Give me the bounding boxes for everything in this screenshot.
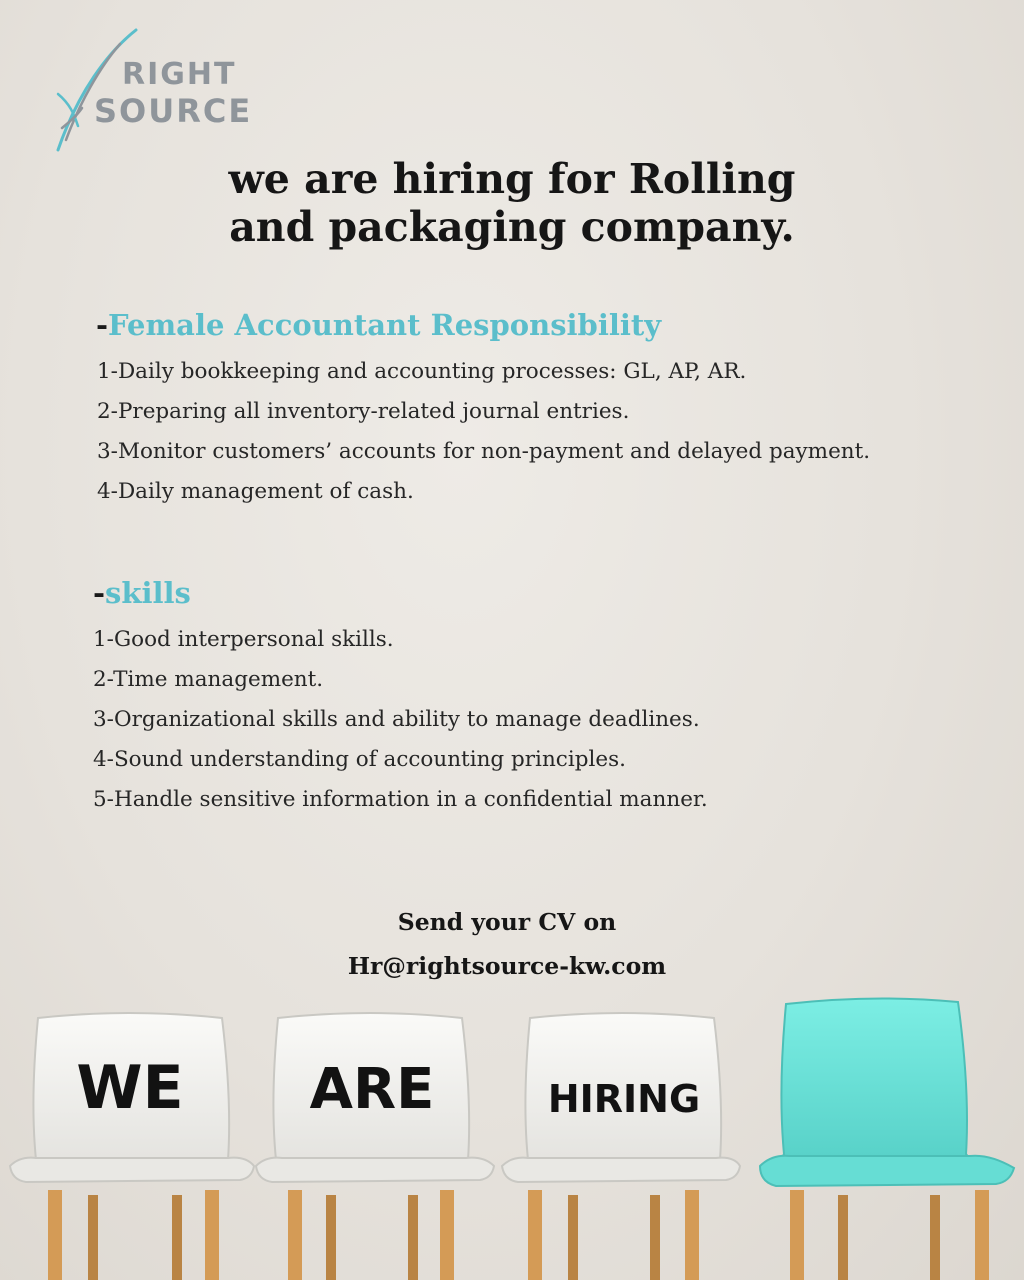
responsibility-prefix: - bbox=[96, 308, 109, 342]
headline bbox=[0, 155, 1024, 251]
headline-line-2: and packaging company. bbox=[229, 203, 795, 251]
contact-line: Send your CV on bbox=[397, 908, 617, 936]
chair-teal bbox=[760, 998, 1014, 1280]
responsibility-item: 2-Preparing all inventory-related journal entries. bbox=[97, 399, 630, 424]
skills-list bbox=[93, 620, 708, 820]
logo-line-2: SOURCE bbox=[94, 92, 253, 130]
chair-are bbox=[256, 1013, 494, 1280]
chairs-illustration bbox=[0, 990, 1024, 1280]
skills-title bbox=[93, 576, 191, 610]
headline-line-1: we are hiring for Rolling bbox=[228, 155, 796, 203]
responsibility-item: 1-Daily bookkeeping and accounting processes: GL, AP, AR. bbox=[97, 359, 747, 384]
skill-item: 3-Organizational skills and ability to manage deadlines. bbox=[93, 707, 700, 732]
right-source-logo bbox=[48, 22, 298, 162]
chair-word-hiring: HIRING bbox=[547, 1077, 701, 1121]
chair-we bbox=[10, 1013, 254, 1280]
skill-item: 2-Time management. bbox=[93, 667, 324, 692]
skills-title-text: skills bbox=[105, 576, 191, 610]
logo-line-1: RIGHT bbox=[122, 57, 237, 92]
responsibility-item: 3-Monitor customers’ accounts for non-payment and delayed payment. bbox=[97, 439, 871, 464]
contact-block bbox=[0, 900, 1014, 988]
skill-item: 4-Sound understanding of accounting principles. bbox=[93, 747, 626, 772]
chair-word-we: WE bbox=[76, 1053, 184, 1123]
chair-hiring bbox=[502, 1013, 740, 1280]
responsibility-title bbox=[96, 308, 661, 342]
skill-item: 1-Good interpersonal skills. bbox=[93, 627, 394, 652]
responsibility-item: 4-Daily management of cash. bbox=[97, 479, 414, 504]
skill-item: 5-Handle sensitive information in a confidential manner. bbox=[93, 787, 708, 812]
chair-word-are: ARE bbox=[309, 1057, 435, 1122]
responsibility-list bbox=[97, 352, 870, 512]
skills-prefix: - bbox=[93, 576, 106, 610]
responsibility-title-text: Female Accountant Responsibility bbox=[108, 308, 662, 342]
contact-email[interactable]: Hr@rightsource-kw.com bbox=[347, 952, 667, 980]
